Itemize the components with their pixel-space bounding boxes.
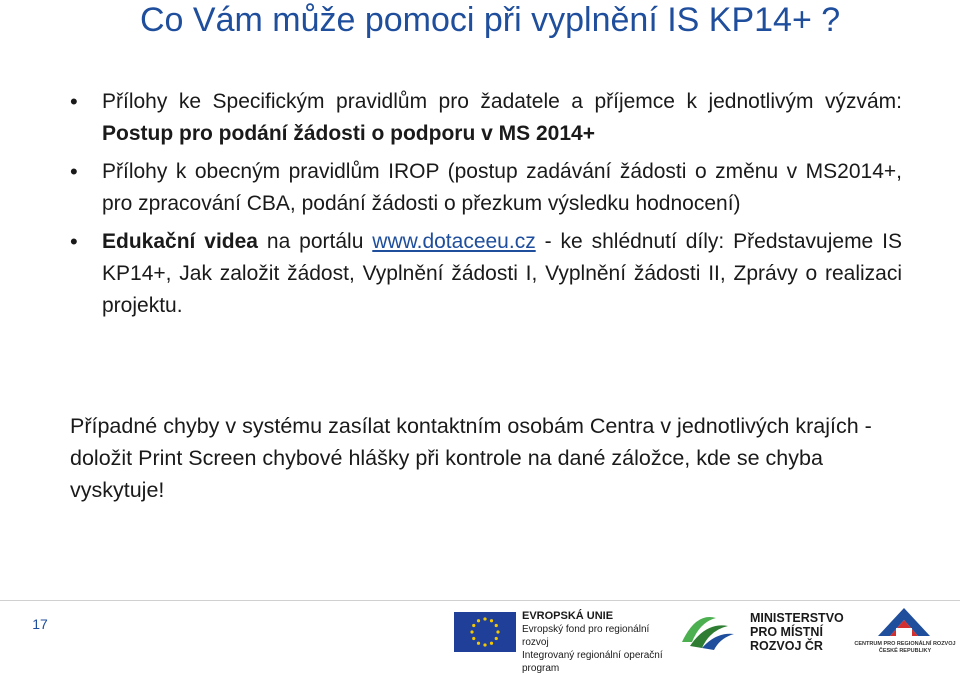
bullet-1-bold: Postup pro podání žádosti o podporu v MS 2014+ <box>102 122 595 145</box>
mmr-line-1: MINISTERSTVO <box>750 611 844 625</box>
eu-star-icon <box>495 624 498 627</box>
slide-title: Co Vám může pomoci při vyplnění IS KP14+ ? <box>140 1 841 39</box>
mmr-line-2: PRO MÍSTNÍ <box>750 625 823 639</box>
eu-text-block <box>522 610 672 675</box>
error-reporting-paragraph: Případné chyby v systému zasílat kontaktním osobám Centra v jednotlivých krajích - doložit Print Screen chybové hlášky při kontrole na dané záložce, kde se chyba vyskytuje! <box>70 414 872 502</box>
crr-text-block <box>850 641 960 655</box>
bullet-3-end: - ke shlédnutí díly: Představujeme IS KP14+, Jak založit žádost, Vyplnění žádosti I, Vyplnění žádosti II, Zprávy o realizaci projektu. <box>102 230 902 317</box>
crr-line-2: ČESKÉ REPUBLIKY <box>878 648 932 654</box>
eu-line-1: Evropský fond pro regionální rozvoj <box>522 624 650 648</box>
eu-star-icon <box>477 619 480 622</box>
crr-line-1: CENTRUM PRO REGIONÁLNÍ ROZVOJ <box>854 641 956 647</box>
eu-star-icon <box>490 642 493 645</box>
bullet-1-text: Přílohy ke Specifickým pravidlům pro žadatele a příjemce k jednotlivým výzvám: <box>102 90 902 113</box>
bullet-item-1 <box>70 86 902 150</box>
eu-star-icon <box>472 637 475 640</box>
eu-line-2: Integrovaný regionální operační program <box>522 650 663 674</box>
eu-star-icon <box>496 630 499 633</box>
mmr-line-3: ROZVOJ ČR <box>750 639 823 653</box>
bullet-item-2 <box>70 156 902 220</box>
footer-divider <box>0 600 960 601</box>
eu-star-icon <box>495 637 498 640</box>
bullet-2-text: Přílohy k obecným pravidlům IROP (postup zadávání žádosti o změnu v MS2014+, pro zpracování CBA, podání žádosti o přezkum výsledku hodnocení) <box>102 160 902 215</box>
eu-star-icon <box>477 642 480 645</box>
bullet-3-bold: Edukační videa <box>102 230 258 253</box>
bullet-3-mid: na portálu <box>257 230 373 253</box>
bullet-list <box>70 86 902 328</box>
mmr-logo-icon <box>676 608 740 652</box>
eu-star-icon <box>483 643 486 646</box>
eu-star-icon <box>483 617 486 620</box>
eu-star-icon <box>490 619 493 622</box>
dotaceeu-link[interactable]: www.dotaceeu.cz <box>372 230 536 253</box>
page-number: 17 <box>32 616 48 632</box>
eu-title: EVROPSKÁ UNIE <box>522 610 614 622</box>
eu-flag-icon <box>454 612 516 652</box>
mmr-text-block <box>750 611 844 653</box>
eu-star-icon <box>470 630 473 633</box>
crr-logo-icon <box>874 606 934 640</box>
bullet-item-3 <box>70 226 902 322</box>
eu-star-icon <box>472 624 475 627</box>
